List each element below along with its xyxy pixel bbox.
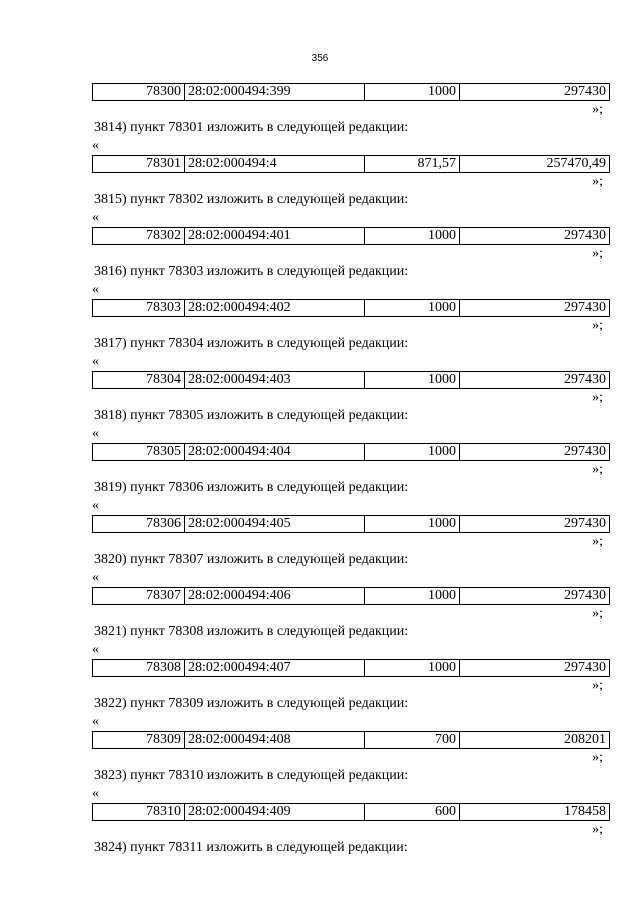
amendment-instruction: 3823) пункт 78310 изложить в следующей редакции: — [94, 768, 409, 783]
amendment-block — [92, 623, 610, 695]
closing-quote: »; — [592, 174, 603, 189]
cadastral-value: 297430 — [460, 516, 610, 533]
table-row — [92, 155, 610, 173]
amendment-instruction: 3822) пункт 78309 изложить в следующей редакции: — [94, 696, 409, 711]
amendment-list — [92, 119, 610, 839]
item-number: 78306 — [93, 516, 185, 533]
opening-quote: « — [92, 138, 99, 153]
cadastral-number: 28:02:000494:4 — [185, 156, 365, 173]
opening-quote: « — [92, 714, 99, 729]
closing-quote: »; — [592, 534, 603, 549]
amendment-block — [92, 119, 610, 191]
table-row — [92, 83, 610, 101]
amendment-block — [92, 695, 610, 767]
cadastral-number: 28:02:000494:407 — [185, 660, 365, 677]
amendment-block — [92, 191, 610, 263]
cadastral-value: 178458 — [460, 804, 610, 821]
area-value: 1000 — [365, 84, 460, 101]
item-number: 78308 — [93, 660, 185, 677]
opening-quote: « — [92, 570, 99, 585]
cadastral-value: 297430 — [460, 228, 610, 245]
amendment-instruction: 3815) пункт 78302 изложить в следующей редакции: — [94, 192, 409, 207]
amendment-block — [92, 263, 610, 335]
area-value: 1000 — [365, 228, 460, 245]
closing-quote: »; — [592, 750, 603, 765]
table-row — [92, 731, 610, 749]
amendment-instruction: 3824) пункт 78311 изложить в следующей редакции: — [94, 840, 408, 855]
cadastral-number: 28:02:000494:404 — [185, 444, 365, 461]
opening-quote: « — [92, 498, 99, 513]
area-value: 1000 — [365, 300, 460, 317]
cadastral-value: 297430 — [460, 84, 610, 101]
closing-quote: »; — [592, 606, 603, 621]
item-number: 78305 — [93, 444, 185, 461]
table-row — [92, 443, 610, 461]
cadastral-number: 28:02:000494:408 — [185, 732, 365, 749]
opening-quote: « — [92, 642, 99, 657]
cadastral-value: 297430 — [460, 660, 610, 677]
table-row — [92, 659, 610, 677]
area-value: 1000 — [365, 516, 460, 533]
item-number: 78300 — [93, 84, 185, 101]
opening-quote: « — [92, 282, 99, 297]
opening-quote: « — [92, 354, 99, 369]
cadastral-value: 257470,49 — [460, 156, 610, 173]
area-value: 1000 — [365, 372, 460, 389]
amendment-block — [92, 479, 610, 551]
table-row — [92, 371, 610, 389]
table-row — [92, 227, 610, 245]
cadastral-value: 208201 — [460, 732, 610, 749]
item-number: 78304 — [93, 372, 185, 389]
item-number: 78307 — [93, 588, 185, 605]
item-number: 78309 — [93, 732, 185, 749]
amendment-block — [92, 767, 610, 839]
table-row — [92, 587, 610, 605]
item-number: 78302 — [93, 228, 185, 245]
opening-quote: « — [92, 786, 99, 801]
cadastral-value: 297430 — [460, 372, 610, 389]
cadastral-number: 28:02:000494:399 — [185, 84, 365, 101]
area-value: 1000 — [365, 660, 460, 677]
area-value: 871,57 — [365, 156, 460, 173]
table-row — [92, 515, 610, 533]
cadastral-number: 28:02:000494:409 — [185, 804, 365, 821]
amendment-block — [92, 407, 610, 479]
closing-quote: »; — [592, 462, 603, 477]
table-row — [92, 803, 610, 821]
area-value: 700 — [365, 732, 460, 749]
closing-quote: »; — [592, 318, 603, 333]
closing-quote: »; — [592, 390, 603, 405]
area-value: 600 — [365, 804, 460, 821]
closing-quote: »; — [592, 102, 603, 117]
area-value: 1000 — [365, 588, 460, 605]
amendment-instruction: 3819) пункт 78306 изложить в следующей редакции: — [94, 480, 409, 495]
amendment-block — [92, 335, 610, 407]
amendment-instruction: 3820) пункт 78307 изложить в следующей редакции: — [94, 552, 409, 567]
cadastral-value: 297430 — [460, 300, 610, 317]
item-number: 78310 — [93, 804, 185, 821]
amendment-instruction: 3821) пункт 78308 изложить в следующей редакции: — [94, 624, 409, 639]
opening-quote: « — [92, 210, 99, 225]
page-number: 356 — [311, 53, 329, 64]
amendment-instruction: 3817) пункт 78304 изложить в следующей редакции: — [94, 336, 409, 351]
amendment-block — [92, 551, 610, 623]
document-body — [92, 83, 610, 857]
cadastral-value: 297430 — [460, 444, 610, 461]
table-row — [92, 299, 610, 317]
cadastral-number: 28:02:000494:405 — [185, 516, 365, 533]
cadastral-number: 28:02:000494:402 — [185, 300, 365, 317]
amendment-instruction: 3814) пункт 78301 изложить в следующей редакции: — [94, 120, 409, 135]
cadastral-number: 28:02:000494:401 — [185, 228, 365, 245]
item-number: 78303 — [93, 300, 185, 317]
opening-quote: « — [92, 426, 99, 441]
cadastral-number: 28:02:000494:403 — [185, 372, 365, 389]
closing-quote: »; — [592, 822, 603, 837]
cadastral-value: 297430 — [460, 588, 610, 605]
amendment-instruction: 3816) пункт 78303 изложить в следующей редакции: — [94, 264, 409, 279]
item-number: 78301 — [93, 156, 185, 173]
cadastral-number: 28:02:000494:406 — [185, 588, 365, 605]
closing-quote: »; — [592, 246, 603, 261]
closing-quote: »; — [592, 678, 603, 693]
area-value: 1000 — [365, 444, 460, 461]
amendment-instruction: 3818) пункт 78305 изложить в следующей редакции: — [94, 408, 409, 423]
